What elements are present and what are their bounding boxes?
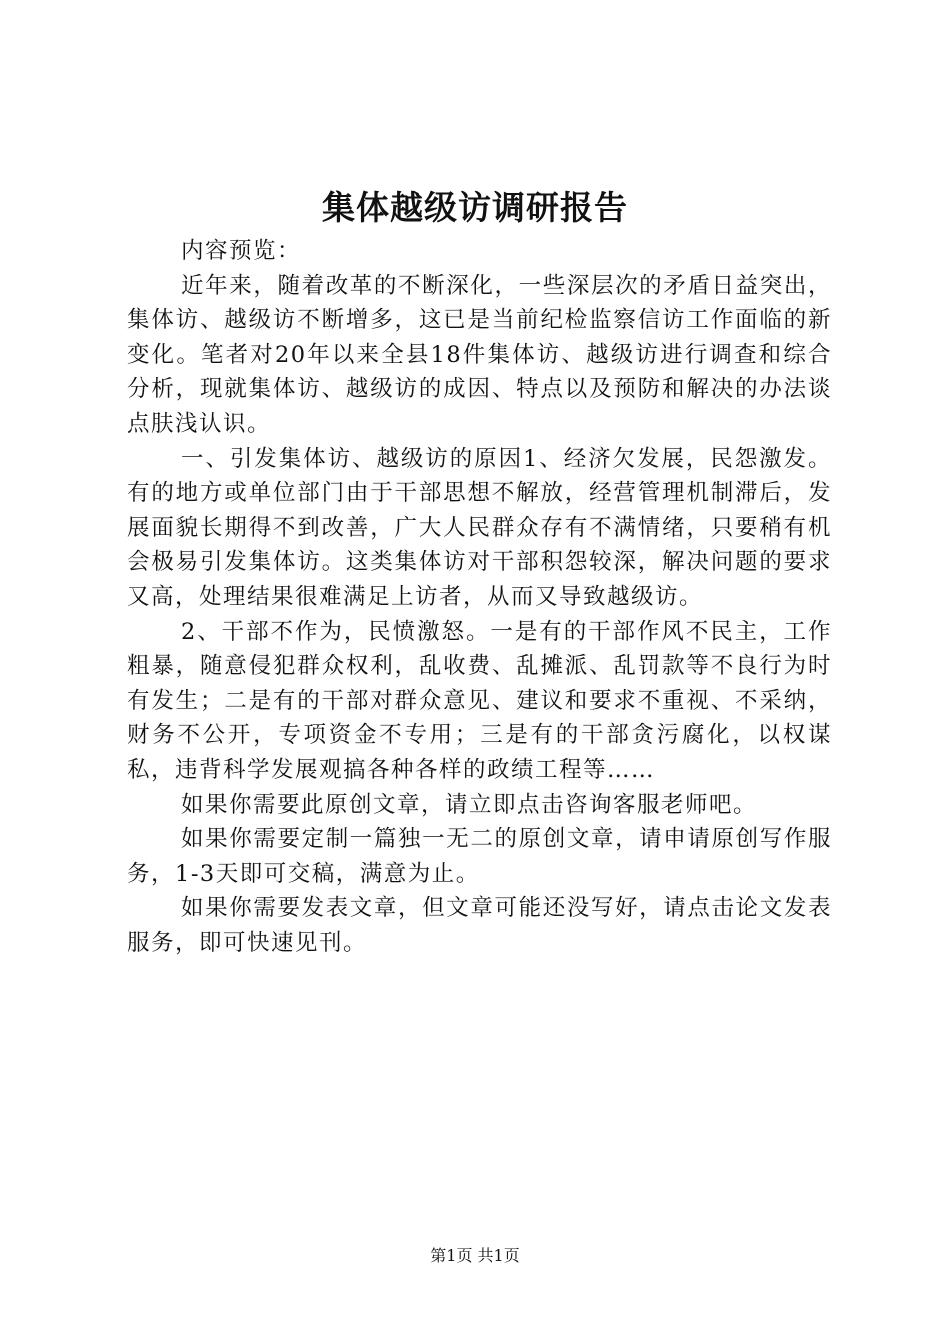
preview-label: 内容预览： — [181, 238, 302, 264]
document-title: 集体越级访调研报告 — [322, 188, 628, 227]
paragraph-intro: 近年来，随着改革的不断深化，一些深层次的矛盾日益突出，集体访、越级访不断增多，这已是当前纪检监察信访工作面临的新变化。笔者对20年以来全县18件集体访、越级访进行调查和综合分析，现就集体访、越级访的成因、特点以及预防和解决的办法谈点肤浅认识。 — [127, 272, 832, 437]
page-footer: 第1页 共1页 — [430, 1246, 520, 1265]
paragraph-publishing: 如果你需要发表文章，但文章可能还没写好，请点击论文发表服务，即可快速见刊。 — [127, 895, 832, 956]
paragraph-custom-writing: 如果你需要定制一篇独一无二的原创文章，请申请原创写作服务，1-3天即可交稿，满意为止。 — [127, 826, 832, 887]
paragraph-causes-2: 2、干部不作为，民愤激怒。一是有的干部作风不民主，工作粗暴，随意侵犯群众权利，乱收费、乱摊派、乱罚款等不良行为时有发生；二是有的干部对群众意见、建议和要求不重视、不采纳，财务不公开，专项资金不专用；三是有的干部贪污腐化，以权谋私，违背科学发展观搞各种各样的政绩工程等…… — [127, 618, 832, 783]
paragraph-causes-1: 一、引发集体访、越级访的原因1、经济欠发展，民怨激发。有的地方或单位部门由于干部思想不解放，经营管理机制滞后，发展面貌长期得不到改善，广大人民群众存有不满情绪，只要稍有机会极易引发集体访。这类集体访对干部积怨较深，解决问题的要求又高，处理结果很难满足上访者，从而又导致越级访。 — [127, 445, 832, 610]
paragraph-contact: 如果你需要此原创文章，请立即点击咨询客服老师吧。 — [181, 791, 758, 818]
document-body — [127, 234, 832, 960]
